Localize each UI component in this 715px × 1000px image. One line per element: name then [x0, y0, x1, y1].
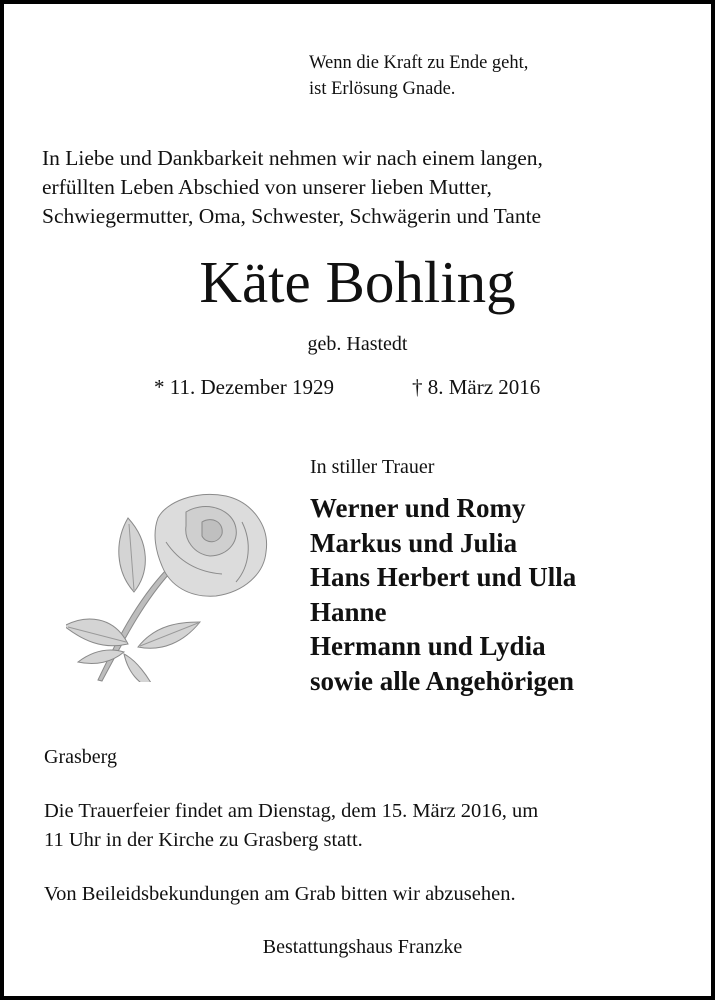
- family-member: Werner und Romy: [310, 493, 526, 523]
- mourning-label: In stiller Trauer: [310, 456, 435, 478]
- family-member: Markus und Julia: [310, 527, 518, 558]
- intro-paragraph: [42, 144, 543, 231]
- undertaker-name: Bestattungshaus Franzke: [262, 936, 463, 958]
- family-member: Hanne: [310, 596, 387, 627]
- service-line: 11 Uhr in der Kirche zu Grasberg statt.: [44, 829, 363, 851]
- family-member: sowie alle Angehörigen: [310, 665, 574, 696]
- service-line: Die Trauerfeier findet am Dienstag, dem 15. März 2016, um: [44, 800, 539, 822]
- deceased-name: Käte Bohling: [199, 249, 516, 315]
- intro-line: erfüllten Leben Abschied von unserer lieben Mutter,: [42, 175, 492, 199]
- family-list: [310, 491, 576, 698]
- condolence-note: Von Beileidsbekundungen am Grab bitten wir abzusehen.: [44, 883, 516, 905]
- family-member: Hans Herbert und Ulla: [310, 562, 577, 592]
- death-date: † 8. März 2016: [412, 375, 541, 399]
- place-name: Grasberg: [44, 746, 117, 768]
- motto-verse: [309, 50, 528, 102]
- rose-icon: [66, 482, 276, 682]
- motto-line: ist Erlösung Gnade.: [309, 79, 456, 99]
- motto-line: Wenn die Kraft zu Ende geht,: [309, 53, 529, 73]
- service-info: [44, 797, 538, 855]
- family-member: Hermann und Lydia: [310, 631, 546, 661]
- intro-line: Schwiegermutter, Oma, Schwester, Schwägerin und Tante: [42, 204, 542, 228]
- intro-line: In Liebe und Dankbarkeit nehmen wir nach einem langen,: [42, 146, 543, 170]
- birth-date: * 11. Dezember 1929: [154, 375, 334, 399]
- maiden-name: geb. Hastedt: [307, 333, 408, 355]
